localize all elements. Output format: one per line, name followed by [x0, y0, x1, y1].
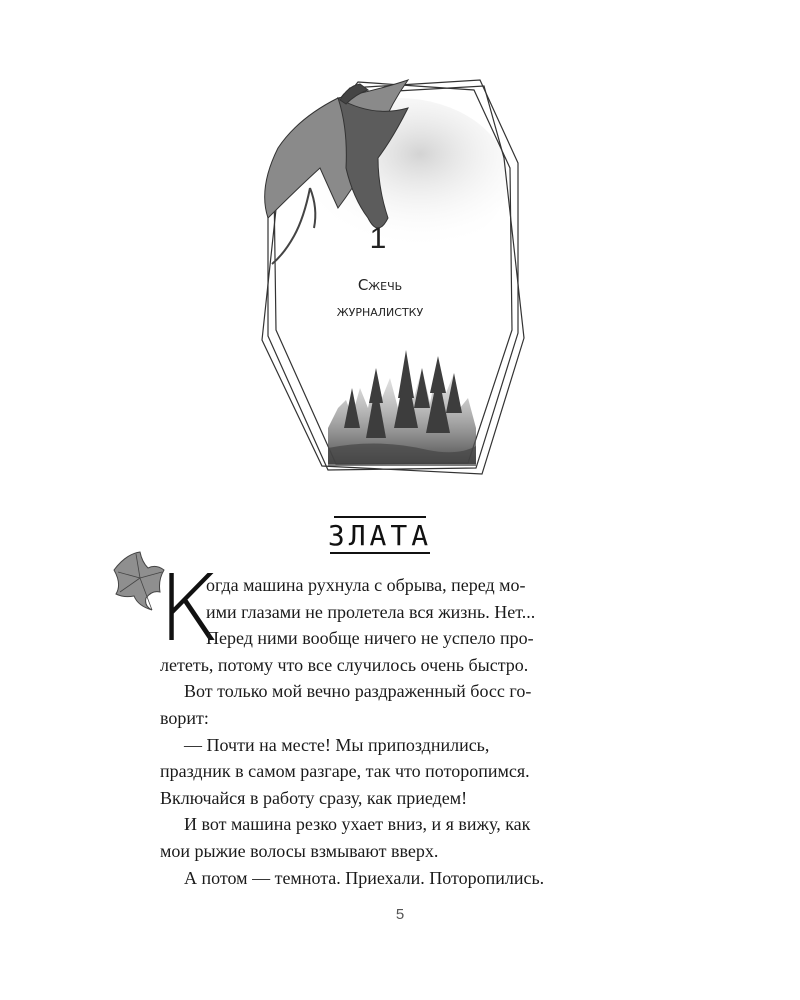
text-line: А потом — темнота. Приехали. Поторопились. — [184, 867, 545, 888]
chapter-body — [160, 572, 602, 891]
chapter-number: 1 — [369, 222, 387, 255]
text-line: Вот только мой вечно раздраженный босс го- — [184, 681, 532, 702]
heroine-name-heading — [300, 508, 460, 552]
text-line: ворит: — [160, 707, 209, 728]
text-line: лететь, потому что все случилось очень быстро. — [160, 654, 529, 675]
text-line: мои рыжие волосы взмывают вверх. — [160, 840, 439, 861]
paragraph — [160, 811, 602, 864]
chapter-title-line: журналистку — [336, 302, 424, 320]
text-line: Включайся в работу сразу, как приедем! — [160, 787, 468, 808]
paragraph — [160, 572, 602, 678]
chapter-title — [300, 272, 460, 324]
paragraph — [160, 732, 602, 812]
text-line: И вот машина резко ухает вниз, и я вижу, как — [184, 814, 531, 835]
text-line: праздник в самом разгаре, так что поторопимся. — [160, 761, 530, 782]
text-line: Перед ними вообще ничего не успело про- — [206, 628, 534, 649]
heading-rule — [330, 552, 430, 554]
drop-cap: К — [158, 555, 220, 662]
heading-rule — [334, 516, 426, 518]
page-number: 5 — [395, 906, 405, 923]
forest-icon — [328, 350, 476, 466]
paragraph — [160, 865, 602, 892]
heroine-name: ЗЛАТА — [327, 519, 433, 552]
paragraph — [160, 678, 602, 731]
text-line: ими глазами не пролетела вся жизнь. Нет... — [206, 601, 536, 622]
chapter-title-line: Сжечь — [357, 276, 403, 294]
text-line: огда машина рухнула с обрыва, перед мо- — [206, 575, 526, 595]
text-line: — Почти на месте! Мы припозднились, — [184, 734, 490, 755]
